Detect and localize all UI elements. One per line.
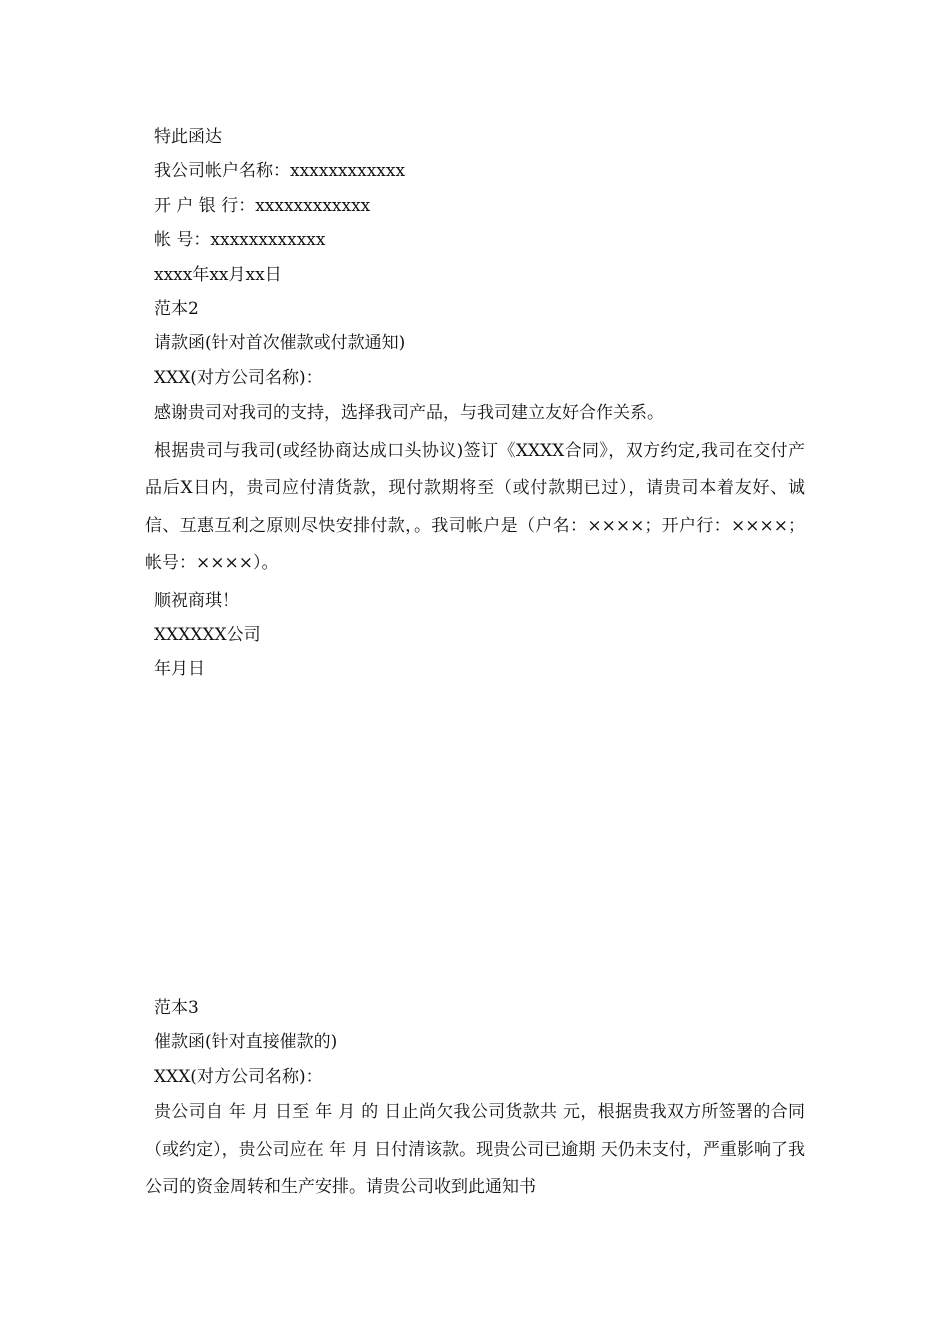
sample2-addressee: XXX(对方公司名称)： [154,367,323,388]
sample2-date: 年月日 [154,659,205,680]
account-number-line: 帐 号：xxxxxxxxxxxx [154,230,326,251]
sample2-regards: 顺祝商琪！ [154,590,239,611]
date-line: xxxx年xx月xx日 [154,264,282,285]
upper-section [145,120,805,687]
account-name-line: 我公司帐户名称：xxxxxxxxxxxx [154,161,406,182]
sample3-heading: 范本3 [154,998,199,1018]
sample2-title: 请款函(针对首次催款或付款通知) [154,333,406,354]
sample3-paragraph-1: 贵公司自 年 月 日至 年 月 的 日止尚欠我公司货款共 元，根据贵我双方所签署的合同（或约定），贵公司应在 年 月 日付清该款。现贵公司已逾期 天仍未支付，严重影响了我公司的资金周转和生产安排。请贵公司收到此通知书 [145,1102,805,1197]
sample2-paragraph-2: 根据贵司与我司(或经协商达成口头协议)签订《XXXX合同》，双方约定,我司在交付产品后X日内，贵司应付清货款，现付款期将至（或付款期已过），请贵司本着友好、诚信、互惠互利之原则尽快安排付款，。我司帐户是（户名：××××；开户行：××××；帐号：××××）。 [145,440,805,574]
lower-section [145,991,805,1206]
closing-line: 特此函达 [154,127,222,147]
sample2-company: XXXXXX公司 [154,624,261,645]
bank-line: 开 户 银 行：xxxxxxxxxxxx [154,195,371,216]
sample2-heading: 范本2 [154,298,199,319]
sample3-title: 催款函(针对直接催款的) [154,1032,338,1053]
sample2-paragraph-1: 感谢贵司对我司的支持，选择我司产品，与我司建立友好合作关系。 [154,403,664,424]
sample3-addressee: XXX(对方公司名称)： [154,1066,323,1087]
